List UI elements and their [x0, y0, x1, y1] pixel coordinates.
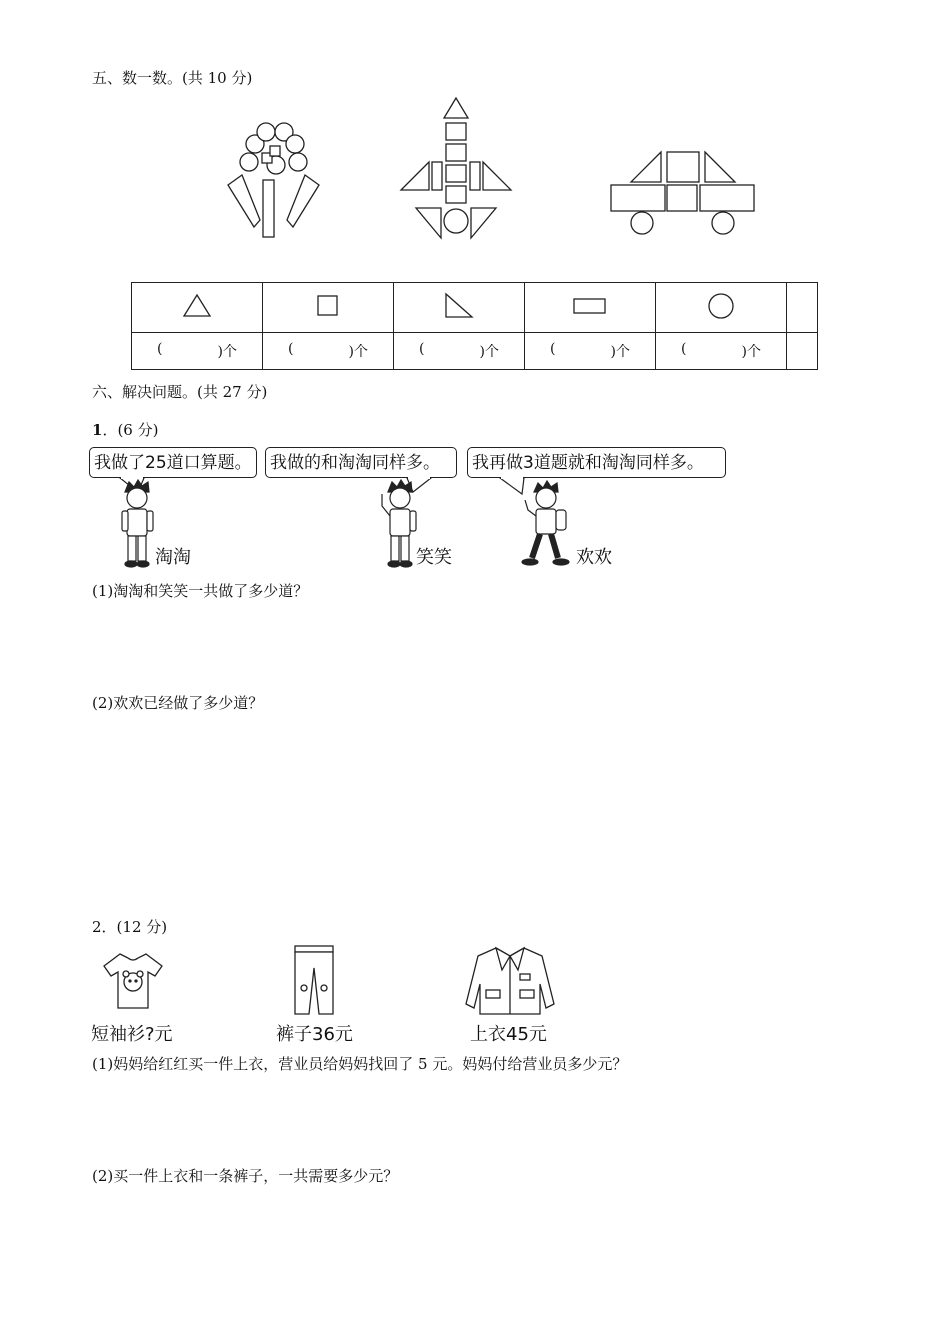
- question-1-part-1: (1)淘淘和笑笑一共做了多少道？: [92, 582, 309, 600]
- triangle-icon: [182, 293, 212, 319]
- huanhuan-boy-illustration: [518, 480, 574, 570]
- tshirt-price-label: 短袖衫?元: [91, 1024, 173, 1045]
- huanhuan-name-label: 欢欢: [576, 547, 612, 568]
- close-paren-unit: )个: [610, 344, 630, 360]
- tshirt-icon: [100, 948, 166, 1014]
- close-paren-unit: )个: [741, 344, 761, 360]
- right-triangle-icon: [443, 292, 475, 320]
- section-6-heading: 六、解决问题。(共 27 分): [92, 383, 268, 401]
- xiaoxiao-name-label: 笑笑: [416, 547, 452, 568]
- shape-count-table: [131, 282, 818, 370]
- open-paren: (: [157, 341, 163, 357]
- question-1-points: ．(6 分): [102, 421, 159, 439]
- taotao-speech-bubble: 我做了25道口算题。: [89, 447, 257, 478]
- empty-count-cell: [787, 333, 818, 370]
- open-paren: (: [288, 341, 294, 357]
- close-paren-unit: )个: [479, 344, 499, 360]
- question-2-part-2: (2)买一件上衣和一条裤子，一共需要多少元？: [92, 1167, 399, 1185]
- car-shape-figure: [605, 145, 765, 240]
- question-2-part-1: (1)妈妈给红红买一件上衣，营业员给妈妈找回了 5 元。妈妈付给营业员多少元？: [92, 1055, 628, 1073]
- close-paren-unit: )个: [217, 344, 237, 360]
- right-triangle-count-cell: [394, 333, 525, 370]
- huanhuan-speech-bubble: 我再做3道题就和淘淘同样多。: [467, 447, 726, 478]
- jacket-price-label: 上衣45元: [470, 1024, 547, 1045]
- rectangle-icon: [572, 296, 608, 316]
- xiaoxiao-speech-bubble: 我做的和淘淘同样多。: [265, 447, 457, 478]
- triangle-count-cell: [132, 333, 263, 370]
- circle-header-cell: [656, 283, 787, 333]
- circle-icon: [707, 292, 735, 320]
- question-1-number: 1: [92, 421, 103, 439]
- section-5-heading: 五、数一数。(共 10 分): [92, 69, 253, 87]
- question-2-header: 2．(12 分): [92, 918, 168, 936]
- right-triangle-header-cell: [394, 283, 525, 333]
- flower-shape-figure: [220, 95, 330, 245]
- question-1-part-2: (2)欢欢已经做了多少道？: [92, 694, 264, 712]
- close-paren-unit: )个: [348, 344, 368, 360]
- square-count-cell: [263, 333, 394, 370]
- taotao-name-label: 淘淘: [155, 547, 191, 568]
- rectangle-count-cell: [525, 333, 656, 370]
- pants-icon: [289, 944, 339, 1016]
- square-header-cell: [263, 283, 394, 333]
- jacket-icon: [462, 944, 558, 1016]
- rocket-shape-figure: [396, 95, 526, 245]
- square-icon: [316, 294, 340, 318]
- question-1-header: [92, 419, 158, 440]
- triangle-header-cell: [132, 283, 263, 333]
- pants-price-label: 裤子36元: [276, 1024, 353, 1045]
- rectangle-header-cell: [525, 283, 656, 333]
- empty-header-cell: [787, 283, 818, 333]
- open-paren: (: [419, 341, 425, 357]
- open-paren: (: [681, 341, 687, 357]
- open-paren: (: [550, 341, 556, 357]
- circle-count-cell: [656, 333, 787, 370]
- xiaoxiao-boy-illustration: [376, 478, 420, 568]
- taotao-boy-illustration: [118, 478, 158, 568]
